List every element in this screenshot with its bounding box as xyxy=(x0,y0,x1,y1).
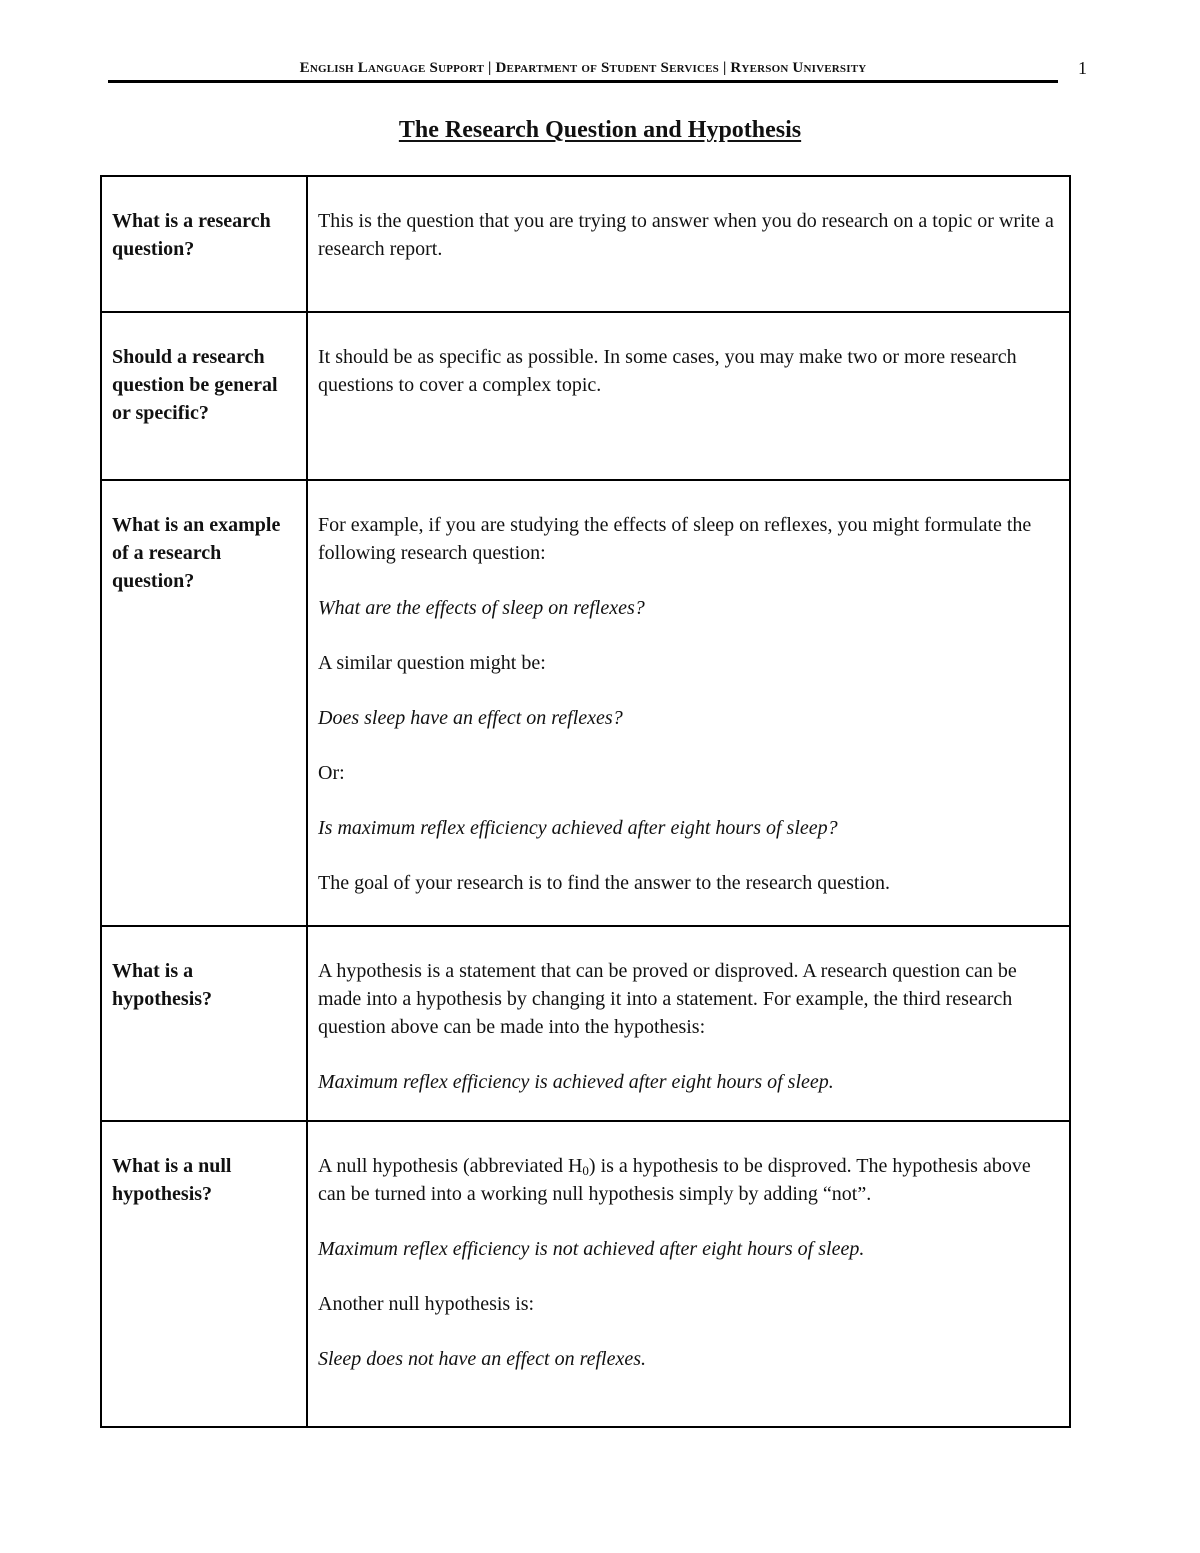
question-cell: What is an example of a research question? xyxy=(101,480,307,926)
null-hypothesis-intro-after: ) is a hypothesis to be disproved. The hypothesis above can be turned into a working null hypothesis simply by adding “not”. xyxy=(318,1155,1031,1205)
answer-cell xyxy=(307,176,1070,312)
answer-cell xyxy=(307,480,1070,926)
running-header xyxy=(108,58,1058,83)
answer-paragraph: This is the question that you are trying to answer when you do research on a topic or write a research report. xyxy=(318,210,1054,260)
example-question-italic: Is maximum reflex efficiency achieved after eight hours of sleep? xyxy=(318,817,838,839)
page-number: 1 xyxy=(1078,58,1087,78)
question-cell: What is a null hypothesis? xyxy=(101,1121,307,1427)
example-question-italic: Does sleep have an effect on reflexes? xyxy=(318,707,623,729)
table-row xyxy=(101,176,1070,312)
answer-paragraph: Or: xyxy=(318,762,345,784)
answer-paragraph xyxy=(318,1152,1059,1208)
question-cell: What is a hypothesis? xyxy=(101,926,307,1121)
null-hypothesis-intro-before: A null hypothesis (abbreviated H xyxy=(318,1155,583,1177)
qa-table xyxy=(100,175,1071,1428)
answer-paragraph: Another null hypothesis is: xyxy=(318,1293,535,1315)
answer-cell xyxy=(307,1121,1070,1427)
table-row xyxy=(101,312,1070,480)
example-question-italic: What are the effects of sleep on reflexes? xyxy=(318,597,645,619)
question-cell: Should a research question be general or specific? xyxy=(101,312,307,480)
table-row xyxy=(101,480,1070,926)
question-cell: What is a research question? xyxy=(101,176,307,312)
answer-paragraph: It should be as specific as possible. In some cases, you may make two or more research questions to cover a complex topic. xyxy=(318,346,1017,396)
answer-paragraph: For example, if you are studying the effects of sleep on reflexes, you might formulate the following research question: xyxy=(318,514,1032,564)
example-hypothesis-italic: Maximum reflex efficiency is achieved after eight hours of sleep. xyxy=(318,1071,834,1093)
table-row xyxy=(101,1121,1070,1427)
example-null-hypothesis-italic: Sleep does not have an effect on reflexes. xyxy=(318,1348,647,1370)
answer-cell xyxy=(307,926,1070,1121)
example-null-hypothesis-italic: Maximum reflex efficiency is not achieved after eight hours of sleep. xyxy=(318,1238,865,1260)
answer-paragraph: A similar question might be: xyxy=(318,652,546,674)
subscript-zero: 0 xyxy=(582,1163,589,1178)
running-header-text: English Language Support | Department of Student Services | Ryerson University xyxy=(299,60,867,76)
table-row xyxy=(101,926,1070,1121)
answer-cell xyxy=(307,312,1070,480)
document-title: The Research Question and Hypothesis xyxy=(398,117,802,143)
answer-paragraph: A hypothesis is a statement that can be proved or disproved. A research question can be made into a hypothesis by changing it into a statement. For example, the third research question above can be made into the hypothesis: xyxy=(318,960,1017,1038)
answer-paragraph: The goal of your research is to find the answer to the research question. xyxy=(318,872,891,894)
